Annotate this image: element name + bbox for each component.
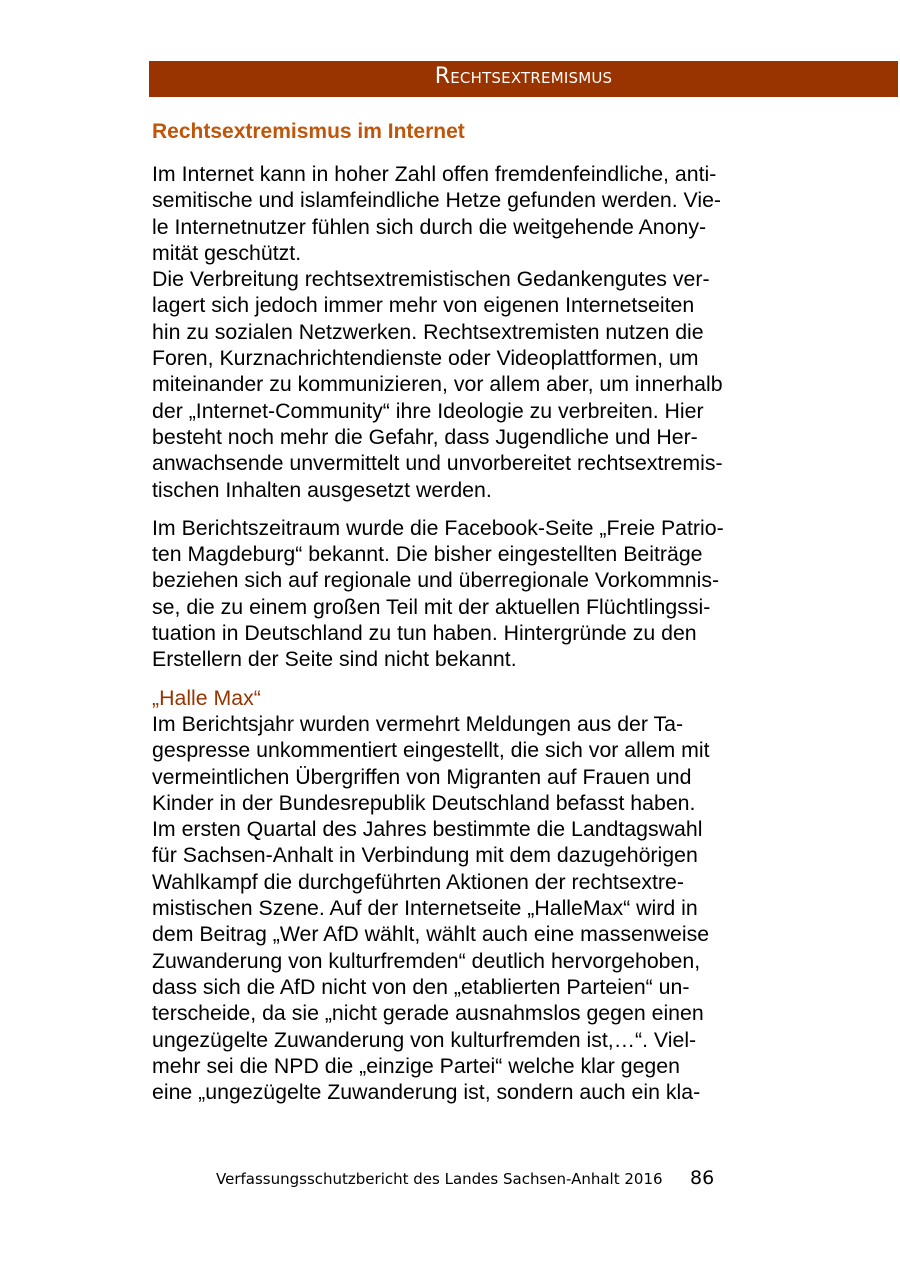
page-number: 86 [690, 1167, 715, 1189]
text-line: Erstellern der Seite sind nicht bekannt. [152, 647, 517, 672]
text-line: für Sachsen-Anhalt in Verbindung mit dem dazugehörigen [152, 843, 698, 868]
text-line: eine „ungezügelte Zuwanderung ist, sondern auch ein kla- [152, 1080, 701, 1105]
text-line: hin zu sozialen Netzwerken. Rechtsextremisten nutzen die [152, 319, 704, 344]
footer-text: Verfassungsschutzbericht des Landes Sachsen-Anhalt 2016 [216, 1170, 663, 1188]
text-line: dass sich die AfD nicht von den „etablierten Parteien“ un- [152, 974, 690, 999]
text-line: Die Verbreitung rechtsextremistischen Gedankengutes ver- [152, 267, 710, 292]
text-line: vermeintlichen Übergriffen von Migranten auf Frauen und [152, 764, 692, 789]
text-line: mistischen Szene. Auf der Internetseite „HalleMax“ wird in [152, 896, 698, 921]
text-line: Im Berichtszeitraum wurde die Facebook-Seite „Freie Patrio- [152, 515, 724, 540]
text-line: se, die zu einem großen Teil mit der aktuellen Flüchtlingssi- [152, 594, 711, 619]
text-line: anwachsende unvermittelt und unvorbereitet rechtsextremis- [152, 451, 723, 476]
text-line: Zuwanderung von kulturfremden“ deutlich hervorgehoben, [152, 948, 701, 973]
paragraph-3 [152, 711, 792, 1105]
paragraph-spacer [152, 673, 792, 685]
paragraph-2 [152, 515, 792, 673]
text-line: Im Internet kann in hoher Zahl offen fremdenfeindliche, anti- [152, 162, 717, 186]
text-line: Wahlkampf die durchgeführten Aktionen der rechtsextre- [152, 869, 684, 894]
text-line: der „Internet-Community“ ihre Ideologie zu verbreiten. Hier [152, 398, 704, 423]
text-line: tuation in Deutschland zu tun haben. Hintergründe zu den [152, 621, 697, 646]
subheading-halle-max: „Halle Max“ [152, 685, 261, 710]
text-line: gespresse unkommentiert eingestellt, die sich vor allem mit [152, 738, 710, 763]
section-title: Rechtsextremismus im Internet [152, 120, 465, 143]
text-line: lagert sich jedoch immer mehr von eigenen Internetseiten [152, 293, 695, 318]
text-line: Im Berichtsjahr wurden vermehrt Meldungen aus der Ta- [152, 711, 684, 736]
text-line: ten Magdeburg“ bekannt. Die bisher eingestellten Beiträge [152, 542, 703, 567]
text-line: le Internetnutzer fühlen sich durch die weitgehende Anony- [152, 214, 707, 239]
paragraph-spacer [152, 503, 792, 515]
paragraph-1 [152, 161, 792, 503]
text-line: semitische und islamfeindliche Hetze gefunden werden. Vie- [152, 188, 722, 213]
text-line: Foren, Kurznachrichtendienste oder Videoplattformen, um [152, 346, 699, 371]
text-line: mität geschützt. [152, 240, 302, 265]
text-line: beziehen sich auf regionale und überregionale Vorkommnis- [152, 568, 720, 593]
text-line: Im ersten Quartal des Jahres bestimmte die Landtagswahl [152, 817, 703, 842]
chapter-title: Rechtsextremismus [434, 64, 613, 89]
text-line: mehr sei die NPD die „einzige Partei“ welche klar gegen [152, 1053, 680, 1078]
chapter-header-bar [149, 61, 898, 97]
text-line: Kinder in der Bundesrepublik Deutschland befasst haben. [152, 790, 696, 815]
text-line: tischen Inhalten ausgesetzt werden. [152, 477, 492, 502]
text-line: ungezügelte Zuwanderung von kulturfremden ist,…“. Viel- [152, 1027, 697, 1052]
text-line: dem Beitrag „Wer AfD wählt, wählt auch eine massenweise [152, 922, 710, 947]
page-content [152, 118, 792, 1105]
text-line: miteinander zu kommunizieren, vor allem aber, um innerhalb [152, 372, 723, 397]
text-line: terscheide, da sie „nicht gerade ausnahmslos gegen einen [152, 1001, 704, 1026]
text-line: besteht noch mehr die Gefahr, dass Jugendliche und Her- [152, 424, 698, 449]
